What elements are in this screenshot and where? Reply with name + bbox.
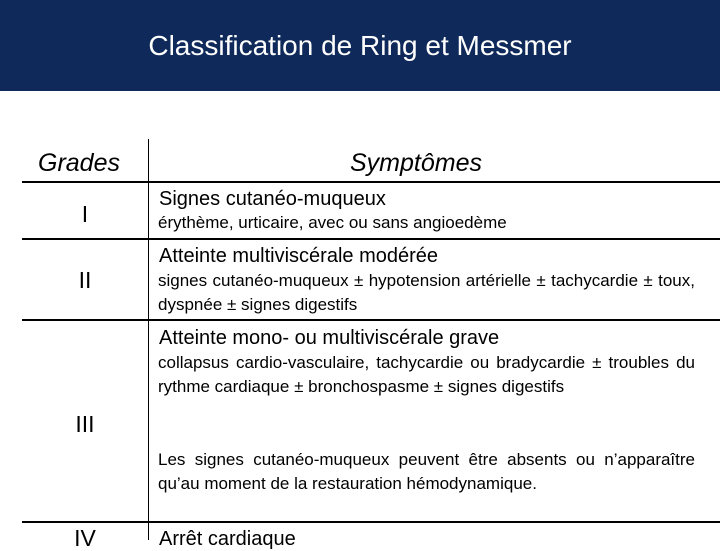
column-divider — [148, 139, 149, 540]
row-ii-text: signes cutanéo-muqueux ± hypotension artérielle ± tachycardie ± toux, dyspnée ± signes digestifs — [158, 271, 695, 314]
row-iv-title: Arrêt cardiaque — [159, 528, 296, 550]
row-ii-title: Atteinte multiviscérale modérée — [159, 245, 439, 267]
grade-iv: IV — [74, 525, 96, 551]
row-rule-2 — [22, 319, 720, 321]
grade-iii: III — [75, 411, 95, 437]
header-symptomes: Symptômes — [350, 149, 482, 177]
row-iii-text: collapsus cardio-vasculaire, tachycardie ou bradycardie ± troubles du rythme cardiaque ± bronchospasme ± signes digestifs — [158, 353, 695, 396]
row-iii-note: Les signes cutanéo-muqueux peuvent être absents ou n’apparaître qu’au moment de la restauration hémodynamique. — [158, 450, 695, 493]
slide-title: Classification de Ring et Messmer — [148, 30, 572, 61]
header-grades: Grades — [38, 149, 120, 177]
row-i-title: Signes cutanéo-muqueux — [159, 188, 386, 210]
grade-ii: II — [78, 267, 92, 293]
row-rule-3 — [22, 521, 720, 523]
grade-i: I — [81, 201, 89, 227]
row-rule-1 — [22, 238, 720, 240]
row-i-text: érythème, urticaire, avec ou sans angioedème — [158, 213, 507, 232]
row-iii-title: Atteinte mono- ou multiviscérale grave — [159, 327, 500, 349]
header-rule — [22, 181, 720, 183]
